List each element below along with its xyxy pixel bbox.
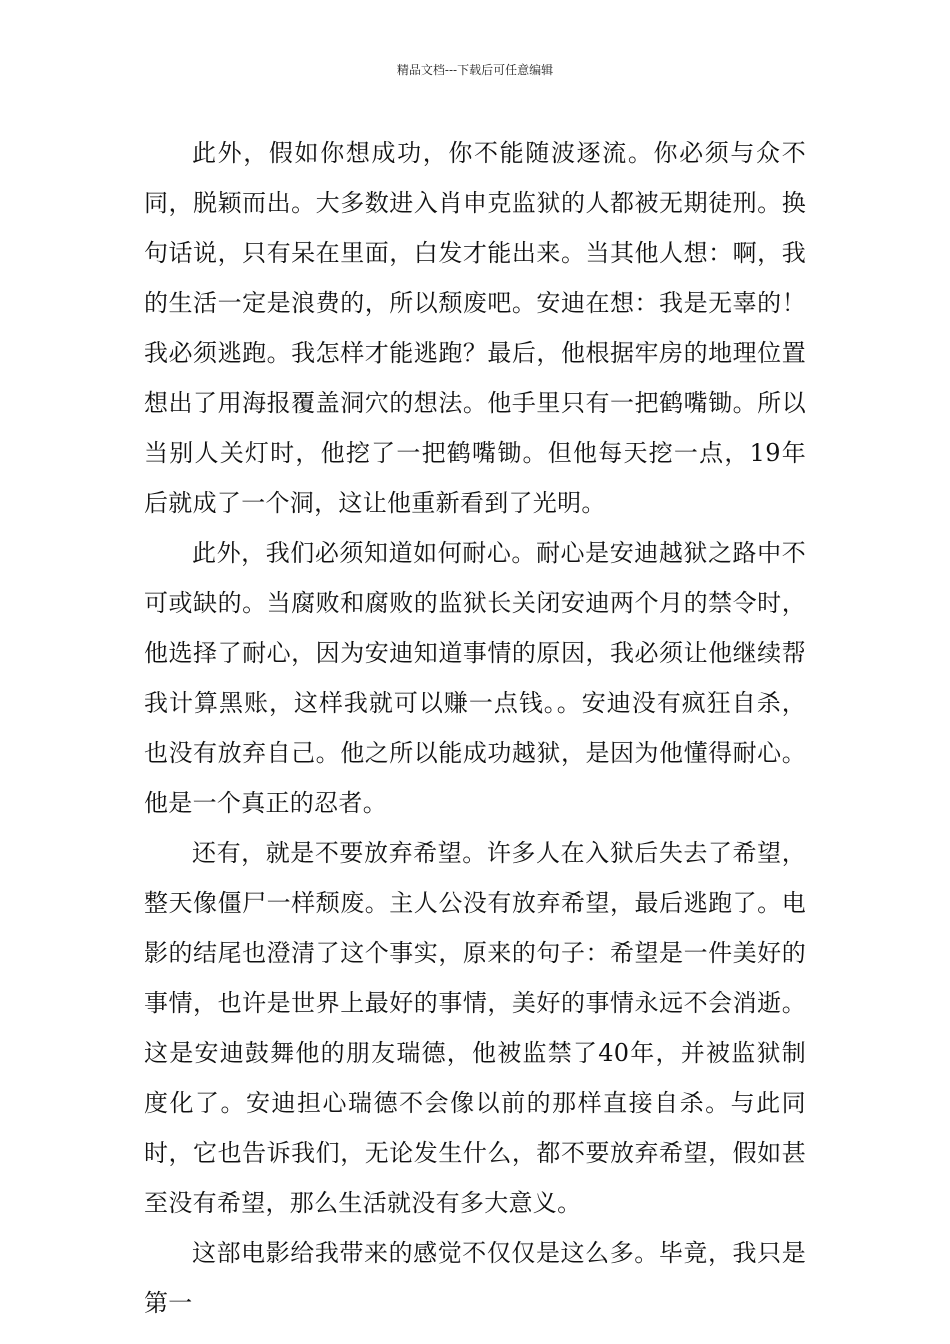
paragraph-1: 此外，假如你想成功，你不能随波逐流。你必须与众不同，脱颖而出。大多数进入肖申克监狱的人都被无期徒刑。换句话说，只有呆在里面，白发才能出来。当其他人想：啊，我的生活一定是浪费的，所以颓废吧。安迪在想：我是无辜的！我必须逃跑。我怎样才能逃跑？最后，他根据牢房的地理位置想出了用海报覆盖洞穴的想法。他手里只有一把鹤嘴锄。所以当别人关灯时，他挖了一把鹤嘴锄。但他每天挖一点，19年后就成了一个洞，这让他重新看到了光明。 <box>144 139 806 517</box>
paragraph-3: 还有，就是不要放弃希望。许多人在入狱后失去了希望，整天像僵尸一样颓废。主人公没有放弃希望，最后逃跑了。电影的结尾也澄清了这个事实，原来的句子：希望是一件美好的事情，也许是世界上最好的事情，美好的事情永远不会消逝。这是安迪鼓舞他的朋友瑞德，他被监禁了40年，并被监狱制度化了。安迪担心瑞德不会像以前的那样直接自杀。与此同时，它也告诉我们，无论发生什么，都不要放弃希望，假如甚至没有希望，那么生活就没有多大意义。 <box>144 839 806 1217</box>
paragraph-2: 此外，我们必须知道如何耐心。耐心是安迪越狱之路中不可或缺的。当腐败和腐败的监狱长关闭安迪两个月的禁令时，他选择了耐心，因为安迪知道事情的原因，我必须让他继续帮我计算黑账，这样我就可以赚一点钱。。安迪没有疯狂自杀，也没有放弃自己。他之所以能成功越狱，是因为他懂得耐心。他是一个真正的忍者。 <box>144 539 806 817</box>
page-header: 精品文档---下载后可任意编辑 <box>396 63 554 77</box>
paragraph-4: 这部电影给我带来的感觉不仅仅是这么多。毕竟，我只是第一 <box>144 1239 806 1317</box>
document-body <box>144 128 806 1328</box>
